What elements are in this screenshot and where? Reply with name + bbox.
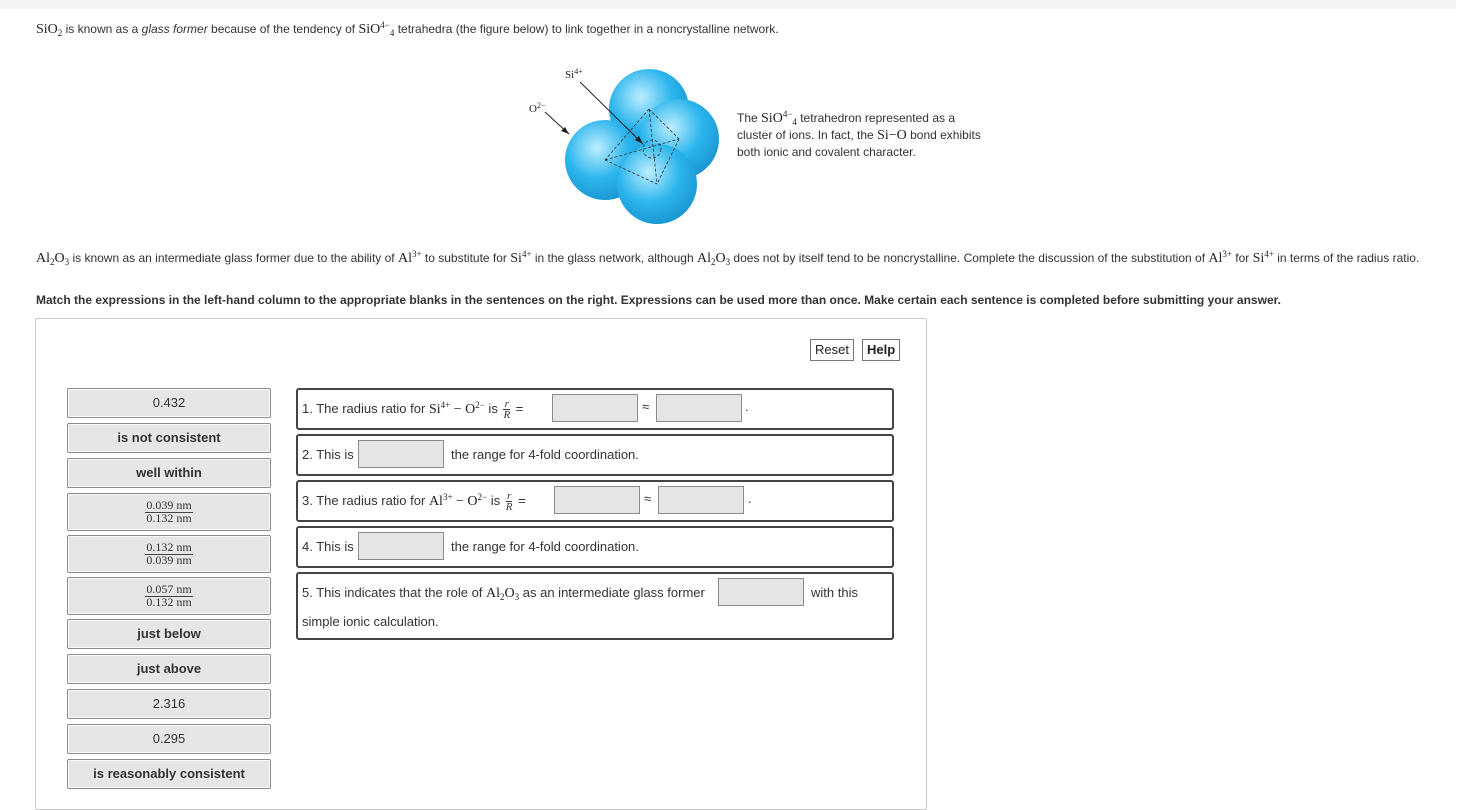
sentence-1: 1. The radius ratio for $Si^{4+} - O^{2-}$ is $\frac{r}{R}$ = ≈ . [296,388,894,430]
blank-3a[interactable] [554,486,640,514]
blank-1b[interactable] [656,394,742,422]
answer-chip-fraction-0132-0039[interactable]: $\frac{0.132 nm}{0.039 nm}$ [67,535,271,573]
sentence-3: 3. The radius ratio for $Al^{3+} - O^{2-}$ is $\frac{r}{R}$ = ≈ . [296,480,894,522]
sentence-2: 2. This is the range for 4-fold coordination. [296,434,894,476]
blank-5[interactable] [718,578,804,606]
answer-chip-0432[interactable]: 0.432 [67,388,271,418]
answer-chip-fraction-0039-0132[interactable]: $\frac{0.039 nm}{0.132 nm}$ [67,493,271,531]
si-label: $Si^{4+}$ [565,67,583,81]
al2o3-paragraph: $Al_2O_3$ is known as an intermediate glass former due to the ability of $Al^{3+}$ to substitute for $Si^{4+}$ in the glass network, although $Al_2O_3$ does not by itself tend to be noncrystalline. Complete the discussion of the substitution of $Al^{3+}$ for $Si^{4+}$ in terms of the radius ratio. [36,249,1420,267]
answer-chip-2316[interactable]: 2.316 [67,689,271,719]
reset-button[interactable]: Reset [810,339,854,361]
top-band [0,0,1456,9]
answer-chip-is-reasonably-consistent[interactable]: is reasonably consistent [67,759,271,789]
figure-caption: The SiO$^{4-}_4$ tetrahedron represented as a cluster of ions. In fact, the Si−O bond exhibits both ionic and covalent character. [737,109,981,159]
answer-chip-fraction-0057-0132[interactable]: $\frac{0.057 nm}{0.132 nm}$ [67,577,271,615]
help-button[interactable]: Help [862,339,900,361]
instructions: Match the expressions in the left-hand column to the appropriate blanks in the sentences on the right. Expressions can be used more than once. Make certain each sentence is completed before submitting your answer. [36,293,1281,307]
blank-3b[interactable] [658,486,744,514]
sentence-5: 5. This indicates that the role of $Al_2O_3$ as an intermediate glass former with this simple ionic calculation. [296,572,894,640]
blank-4[interactable] [358,532,444,560]
answer-chip-just-above[interactable]: just above [67,654,271,684]
sentence-4: 4. This is the range for 4-fold coordination. [296,526,894,568]
answer-chip-just-below[interactable]: just below [67,619,271,649]
intro-paragraph: SiO$_2$ is known as a glass former because of the tendency of SiO$^{4-}_4$ tetrahedra (the figure below) to link together in a noncrystalline network. [36,20,779,38]
o-label: $O^{2-}$ [529,101,546,115]
answer-chip-0295[interactable]: 0.295 [67,724,271,754]
blank-2[interactable] [358,440,444,468]
answer-chip-well-within[interactable]: well within [67,458,271,488]
blank-1a[interactable] [552,394,638,422]
answer-chip-is-not-consistent[interactable]: is not consistent [67,423,271,453]
